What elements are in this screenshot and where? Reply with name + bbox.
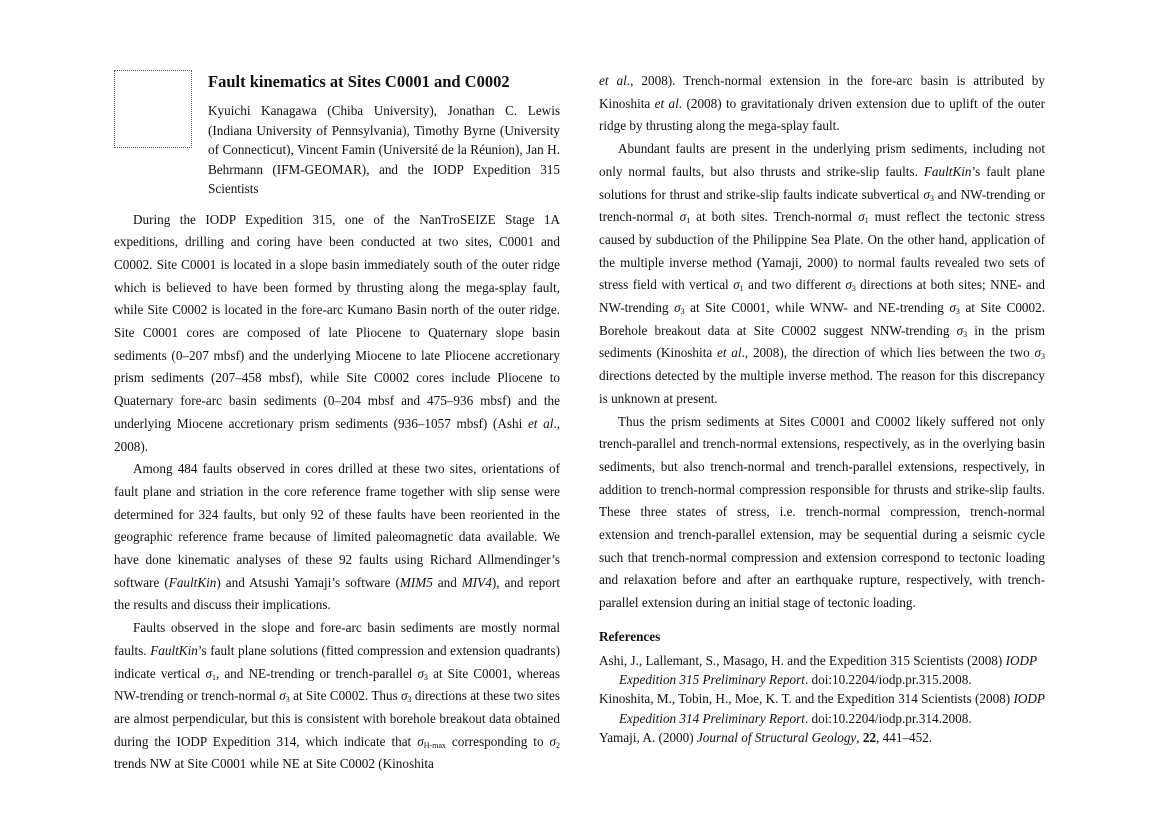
subscript: 1 [739, 284, 744, 294]
sigma-symbol: σ [1034, 345, 1041, 361]
article-header [114, 70, 560, 199]
text-run: . doi:10.2204/iodp.pr.314.2008. [804, 710, 972, 726]
article-title: Fault kinematics at Sites C0001 and C0002 [208, 72, 510, 91]
subscript: 3 [680, 307, 685, 317]
references-heading: References [599, 628, 661, 644]
paragraph-1 [114, 209, 560, 459]
etal: et al [717, 345, 742, 361]
reference-2 [599, 689, 1045, 728]
text-run: ), and report the results and discuss their implications. [114, 574, 560, 613]
subscript: 2 [556, 740, 561, 750]
text-run: directions at both sites; NNE- and NW-trending [599, 277, 1046, 316]
sigma-symbol: σ [279, 688, 286, 704]
text-run: at Site C0002. Borehole breakout data at Site C0002 suggest NNW-trending [599, 300, 1045, 338]
subscript: 1 [686, 216, 691, 226]
software-name: MIM5 [399, 574, 433, 590]
text-run: and [432, 574, 462, 590]
text-run: corresponding to [445, 733, 550, 749]
text-run: , 441–452. [876, 730, 933, 746]
header-text [208, 70, 560, 199]
sigma-symbol: σ [205, 665, 212, 681]
text-run: ., 2008). Trench-normal extension in the fore-arc basin is attributed by Kinoshita [599, 73, 1045, 111]
text-run: Kinoshita, M., Tobin, H., Moe, K. T. and the Expedition 314 Scientists (2008) [599, 691, 1014, 707]
text-run: , and NE-trending or trench-parallel [215, 665, 418, 681]
sigma-symbol: σ [956, 322, 964, 338]
text-run: at Site C0002. Thus [289, 688, 402, 704]
text-run: Abundant faults are present in the underlying prism sediments, including not only normal faults, but also thrusts and strike-slip faults. [599, 141, 1045, 179]
text-run: ’s fault plane solutions for thrust and strike-slip faults indicate subvertical [599, 163, 1045, 202]
right-column [599, 70, 1045, 747]
text-run: at both sites. Trench-normal [690, 209, 859, 225]
photo-frame [114, 70, 192, 148]
subscript: 3 [955, 307, 960, 317]
text-run: Among 484 faults observed in cores drilled at these two sites, orientations of fault plane and striation in the core reference frame together with slip sense were determined for 324 faults, but only 92 of these faults have been reoriented in the geographic reference frame because of limited paleomagnetic data available. We have done kinematic analyses of these 92 faults using Richard Allmendinger’s software ( [114, 461, 560, 590]
text-run: Yamaji, A. (2000) [599, 730, 697, 746]
etal: et al [599, 73, 627, 88]
paragraph-5 [599, 411, 1045, 615]
reference-3 [599, 728, 1045, 747]
sigma-symbol: σ [549, 733, 557, 749]
subscript: 1 [864, 216, 869, 226]
subscript: 3 [1041, 352, 1045, 362]
subscript: 3 [851, 284, 856, 294]
subscript: H-max [423, 740, 446, 750]
text-run: and NW-trending or trench-normal [599, 186, 1045, 225]
text-run: directions at these two sites are almost perpendicular, but this is consistent with borehole breakout data obtained during the IODP Expedition 314, which indicate that [114, 688, 561, 749]
text-run: ., 2008). [114, 415, 560, 454]
publication-title: IODP Expedition 315 Preliminary Report [619, 652, 1037, 688]
sigma-symbol: σ [679, 209, 687, 225]
author-list: Kyuichi Kanagawa (Chiba University), Jonathan C. Lewis (Indiana University of Pennsylvania), Timothy Byrne (University of Connecticut), Vincent Famin (Université de la Réunion), Jan H. Behrmann (IFM-GEOMAR), and the IODP Expedition 315 Scientists [208, 103, 560, 196]
text-run: ., 2008), the direction of which lies between the two [741, 345, 1035, 361]
sigma-symbol: σ [417, 733, 424, 749]
reference-1 [599, 651, 1045, 690]
text-run: at Site C0001, while WNW- and NE-trending [684, 300, 950, 316]
text-run: at Site C0001, whereas NW-trending or trench-normal [114, 665, 560, 704]
sigma-symbol: σ [858, 209, 865, 225]
text-run: in the prism sediments (Kinoshita [599, 322, 1045, 361]
sigma-symbol: σ [949, 300, 956, 316]
software-name: MIV4 [461, 574, 492, 590]
text-run: . (2008) to gravitationaly driven extension due to uplift of the outer ridge by thrusting along the mega-splay fault. [599, 95, 1045, 134]
paragraph-3 [114, 617, 560, 776]
paragraph-2 [114, 458, 560, 617]
subscript: 3 [929, 193, 934, 203]
sigma-symbol: σ [923, 186, 930, 202]
text-run: Faults observed in the slope and fore-arc basin sediments are mostly normal faults. [114, 620, 560, 658]
text-run: . doi:10.2204/iodp.pr.315.2008. [804, 672, 972, 688]
text-run: and two different [743, 277, 846, 293]
paragraph-3-continued [599, 70, 1045, 138]
publication-title: IODP Expedition 314 Preliminary Report [619, 691, 1045, 726]
text-run: Ashi, J., Lallemant, S., Masago, H. and the Expedition 315 Scientists (2008) [599, 652, 1006, 668]
subscript: 3 [963, 329, 968, 339]
subscript: 3 [285, 695, 290, 705]
sigma-symbol: σ [401, 688, 408, 704]
etal: et al [527, 415, 554, 431]
paragraph-4 [599, 138, 1045, 410]
subscript: 3 [423, 672, 428, 682]
sigma-symbol: σ [733, 277, 740, 293]
software-name: FaultKin [923, 163, 972, 179]
text-run: Thus the prism sediments at Sites C0001 and C0002 likely suffered not only trench-parallel and trench-normal extensions, respectively, as in the overlying basin sediments, but also trench-normal and trench-parallel extensions, respectively, in addition to trench-normal compression responsible for thrusts and strike-slip faults. These three states of stress, i.e. trench-normal compression, trench-normal extension and trench-parallel extension, may be sequential during a seismic cycle such that trench-normal compression and extension correspond to tectonic loading and relaxation before and after an earthquake rupture, respectively, with trench-parallel extension during an initial stage of tectonic loading. [599, 413, 1045, 611]
text-run: must reflect the tectonic stress caused by subduction of the Philippine Sea Plate. On the other hand, application of the multiple inverse method (Yamaji, 2000) to normal faults revealed two sets of stress field with vertical [599, 209, 1045, 293]
left-column [114, 70, 560, 776]
sigma-symbol: σ [674, 300, 681, 316]
software-name: FaultKin [150, 642, 198, 658]
subscript: 1 [211, 672, 216, 682]
text-run: trends NW at Site C0001 while NE at Site C0002 (Kinoshita [114, 756, 434, 772]
etal: et al [654, 95, 679, 111]
software-name: FaultKin [168, 574, 217, 590]
text-run: ) and Atsushi Yamaji’s software ( [216, 574, 400, 590]
subscript: 3 [407, 695, 412, 705]
text-run: ’s fault plane solutions (fitted compression and extension quadrants) indicate vertical [114, 642, 560, 681]
sigma-symbol: σ [417, 665, 424, 681]
text-run: , [856, 730, 863, 746]
volume-number: 22 [862, 730, 877, 746]
text-run: directions detected by the multiple inverse method. The reason for this discrepancy is unknown at present. [599, 368, 1045, 406]
sigma-symbol: σ [845, 277, 852, 293]
journal-title: Journal of Structural Geology [696, 730, 857, 746]
text-run: During the IODP Expedition 315, one of the NanTroSEIZE Stage 1A expeditions, drilling and coring have been conducted at two sites, C0001 and C0002. Site C0001 is located in a slope basin immediately south of the outer ridge which is believed to have been formed by thrusting along the mega-splay fault, while Site C0002 is located in the fore-arc Kumano Basin north of the outer ridge. Site C0001 cores are composed of late Pliocene to Quaternary slope basin sediments (0–207 mbsf) and the underlying Miocene to late Pliocene accretionary prism sediments (207–458 mbsf), while Site C0002 cores include Pliocene to Quaternary fore-arc basin sediments (0–204 mbsf and 475–936 mbsf) and the underlying Miocene accretionary prism sediments (936–1057 mbsf) (Ashi [114, 211, 560, 431]
